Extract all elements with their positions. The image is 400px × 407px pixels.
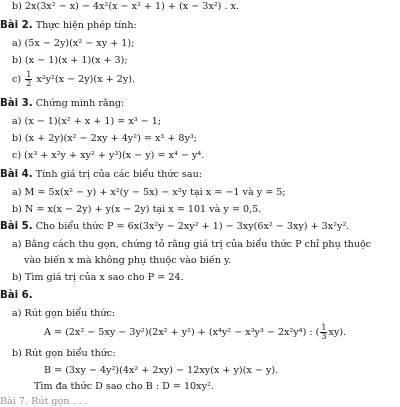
fraction-numerator: 1 <box>321 323 327 332</box>
exercise-4-heading: Bài 4. <box>0 169 33 180</box>
exercise-4-header <box>0 170 394 180</box>
fraction-numerator: 1 <box>26 70 32 79</box>
exercise-2c-label: c) <box>12 74 22 85</box>
fraction-denominator: 3 <box>321 332 327 341</box>
exercise-3-header <box>0 99 394 109</box>
expression-a-body: A = (2x² − 5xy − 3y²)(2x² + y²) + (x⁴y² − x³y³ − 2x²y⁴) : ( <box>44 327 320 338</box>
fraction-one-half <box>25 71 32 88</box>
exercise-2b: b) (x − 1)(x + 1)(x + 3); <box>12 55 128 66</box>
cut-off-line: Bài 7. Rút gọn . . . <box>0 396 88 407</box>
exercise-2-prompt: Thực hiện phép tính: <box>35 20 137 31</box>
exercise-4-prompt: Tính giá trị của các biểu thức sau: <box>35 169 202 180</box>
exercise-2c-expression: x²y²(x − 2y)(x + 2y). <box>36 74 136 85</box>
exercise-5-prompt: Cho biểu thức P = 6x(3x²y − 2xy² + 1) − 3xy(6x² − 3xy) + 3x²y². <box>35 221 350 232</box>
exercise-2-heading: Bài 2. <box>0 20 33 31</box>
exercise-6b-prompt: b) Rút gọn biểu thức: <box>12 348 116 359</box>
exercise-3c: c) (x³ + x²y + xy² + y³)(x − y) = x⁴ − y⁴. <box>12 150 205 161</box>
exercise-3-heading: Bài 3. <box>0 98 33 109</box>
exercise-5-header <box>0 222 394 232</box>
exercise-6-heading: Bài 6. <box>0 290 33 301</box>
exercise-3a: a) (x − 1)(x² + x + 1) = x³ − 1; <box>12 116 162 127</box>
exercise-4b: b) N = x(x − 2y) + y(x − 2y) tại x = 101 và y = 0,5. <box>12 204 262 215</box>
exercise-6a-prompt: a) Rút gọn biểu thức: <box>12 308 116 319</box>
exercise-5-heading: Bài 5. <box>0 221 33 232</box>
exercise-4a: a) M = 5x(x² − y) + x²(y − 5x) − x²y tại x = −1 và y = 5; <box>12 187 286 198</box>
exercise-5a-line1: a) Bằng cách thu gọn, chứng tỏ rằng giá trị của biểu thức P chỉ phụ thuộc <box>12 239 372 250</box>
exercise-3b: b) (x + 2y)(x² − 2xy + 4y²) = x³ + 8y³; <box>12 133 197 144</box>
fraction-denominator: 2 <box>26 79 32 88</box>
exercise-2-header <box>0 21 394 31</box>
exercise-2a: a) (5x − 2y)(x² − xy + 1); <box>12 38 135 49</box>
exercise-6a-expression <box>0 324 394 341</box>
exercise-5b: b) Tìm giá trị của x sao cho P = 24. <box>12 272 184 283</box>
exercise-1b: b) 2x(3x² − x) − 4x²(x − x² + 1) + (x − 3x²) . x. <box>12 1 240 12</box>
exercise-6b-find: Tìm đa thức D sao cho B : D = 10xy². <box>34 381 214 392</box>
exercise-2c <box>0 71 394 88</box>
exercise-6b-expression: B = (3xy − 4y²)(4x² + 2xy) − 12xy(x + y)(x − y). <box>44 365 279 376</box>
exercise-3-prompt: Chứng minh rằng: <box>35 98 125 109</box>
exercise-6-header <box>0 291 394 301</box>
expression-a-tail: xy). <box>328 327 347 338</box>
exercise-5a-line2: vào biến x mà không phụ thuộc vào biến y. <box>24 255 232 266</box>
fraction-one-third <box>320 324 327 341</box>
